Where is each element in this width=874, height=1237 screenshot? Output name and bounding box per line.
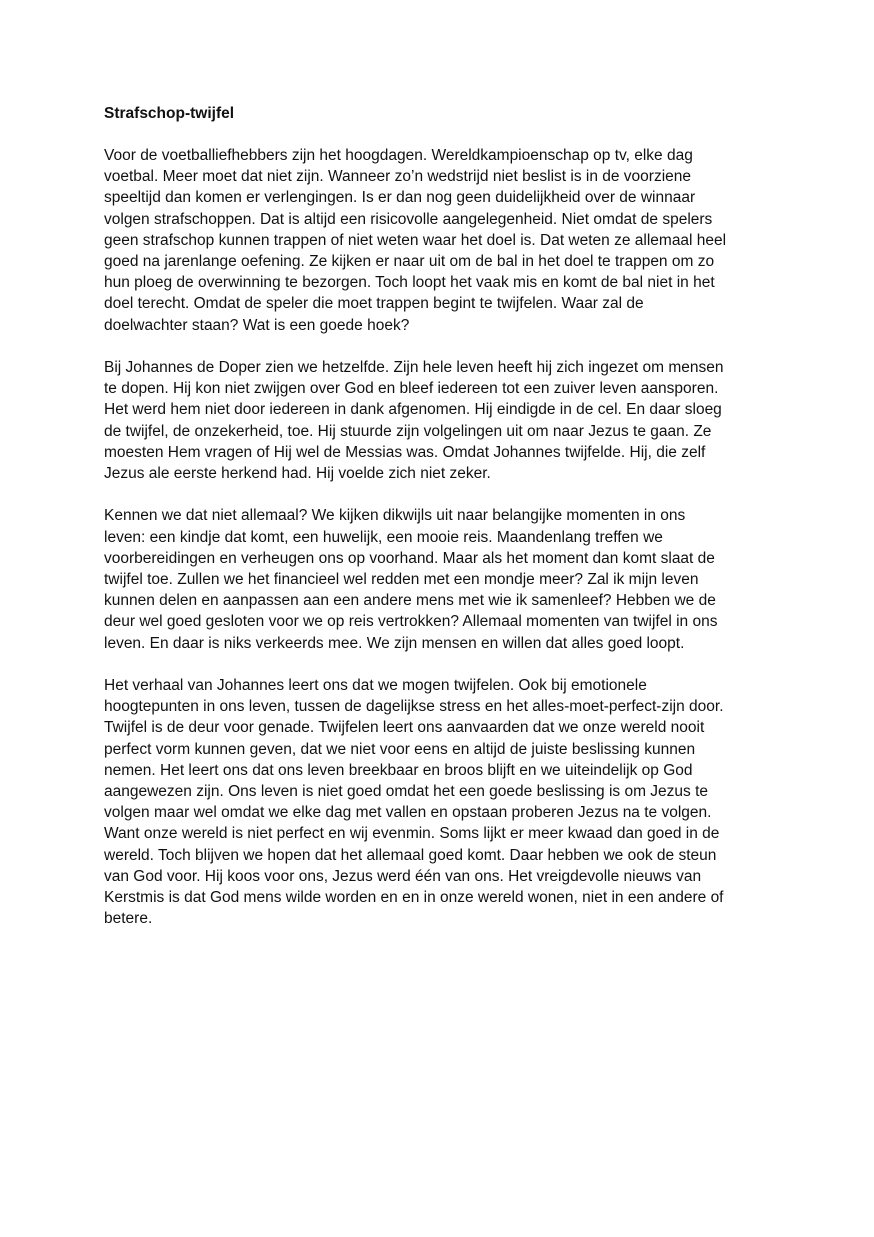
document-title: Strafschop-twijfel bbox=[104, 105, 235, 122]
paragraph-line: hun ploeg de overwinning te bezorgen. Toch loopt het vaak mis en komt de bal niet in het bbox=[104, 274, 715, 292]
paragraph-line: Kennen we dat niet allemaal? We kijken dikwijls uit naar belangijke momenten in ons bbox=[104, 507, 686, 525]
paragraph-1 bbox=[104, 145, 784, 336]
paragraph-3 bbox=[104, 505, 784, 653]
paragraph-line: de twijfel, de onzekerheid, toe. Hij stuurde zijn volgelingen uit om naar Jezus te gaan. Ze bbox=[104, 422, 712, 440]
paragraph-line: twijfel toe. Zullen we het financieel wel redden met een mondje meer? Zal ik mijn leven bbox=[104, 571, 699, 589]
paragraph-2 bbox=[104, 357, 784, 484]
paragraph-line: te dopen. Hij kon niet zwijgen over God en bleef iedereen tot een zuiver leven aansporen. bbox=[104, 380, 719, 398]
paragraph-line: Want onze wereld is niet perfect en wij evenmin. Soms lijkt er meer kwaad dan goed in de bbox=[104, 825, 720, 843]
paragraph-4 bbox=[104, 675, 784, 929]
paragraph-line: voorbereidingen en verheugen ons op voorhand. Maar als het moment dan komt slaat de bbox=[104, 549, 715, 567]
paragraph-line: speeltijd dan komen er verlengingen. Is er dan nog geen duidelijkheid over de winnaar bbox=[104, 189, 696, 207]
paragraph-line: Jezus ale eerste herkend had. Hij voelde zich niet zeker. bbox=[104, 465, 491, 483]
paragraph-line: perfect vorm kunnen geven, dat we niet voor eens en altijd de juiste beslissing kunnen bbox=[104, 740, 696, 758]
paragraph-line: Het verhaal van Johannes leert ons dat we mogen twijfelen. Ook bij emotionele bbox=[104, 677, 647, 695]
paragraph-line: Twijfel is de deur voor genade. Twijfelen leert ons aanvaarden dat we onze wereld nooit bbox=[104, 719, 705, 737]
document-page bbox=[104, 103, 784, 951]
paragraph-line: geen strafschop kunnen trappen of niet weten waar het doel is. Dat weten ze allemaal heel bbox=[104, 231, 727, 249]
paragraph-line: wereld. Toch blijven we hopen dat het allemaal goed komt. Daar hebben we ook de steun bbox=[104, 846, 717, 864]
paragraph-line: Het werd hem niet door iedereen in dank afgenomen. Hij eindigde in de cel. En daar sloeg bbox=[104, 401, 722, 419]
paragraph-line: doelwachter staan? Wat is een goede hoek? bbox=[104, 316, 410, 334]
paragraph-line: Kerstmis is dat God mens wilde worden en en in onze wereld wonen, niet in een andere of bbox=[104, 889, 724, 907]
paragraph-line: aangewezen zijn. Ons leven is niet goed omdat het een goede beslissing is om Jezus te bbox=[104, 783, 709, 801]
paragraph-line: goed na jarenlange oefening. Ze kijken er naar uit om de bal in het doel te trappen om zo bbox=[104, 253, 715, 271]
paragraph-line: betere. bbox=[104, 910, 153, 928]
paragraph-line: volgen strafschoppen. Dat is altijd een risicovolle aangelegenheid. Niet omdat de spelers bbox=[104, 210, 713, 228]
paragraph-line: kunnen delen en aanpassen aan een andere mens met wie ik samenleef? Hebben we de bbox=[104, 592, 716, 610]
paragraph-line: van God voor. Hij koos voor ons, Jezus werd één van ons. Het vreigdevolle nieuws van bbox=[104, 867, 702, 885]
document-body bbox=[104, 145, 784, 929]
paragraph-line: Bij Johannes de Doper zien we hetzelfde. Zijn hele leven heeft hij zich ingezet om mensen bbox=[104, 359, 724, 377]
paragraph-line: leven: een kindje dat komt, een huwelijk, een mooie reis. Maandenlang treffen we bbox=[104, 528, 663, 546]
paragraph-line: doel terecht. Omdat de speler die moet trappen begint te twijfelen. Waar zal de bbox=[104, 295, 644, 313]
paragraph-line: hoogtepunten in ons leven, tussen de dagelijkse stress en het alles-moet-perfect-zijn door. bbox=[104, 698, 724, 716]
paragraph-line: deur wel goed gesloten voor we op reis vertrokken? Allemaal momenten van twijfel in ons bbox=[104, 613, 718, 631]
paragraph-line: volgen maar wel omdat we elke dag met vallen en opstaan proberen Jezus na te volgen. bbox=[104, 804, 712, 822]
paragraph-line: leven. En daar is niks verkeerds mee. We zijn mensen en willen dat alles goed loopt. bbox=[104, 634, 685, 652]
paragraph-line: moesten Hem vragen of Hij wel de Messias was. Omdat Johannes twijfelde. Hij, die zelf bbox=[104, 443, 706, 461]
paragraph-line: voetbal. Meer moet dat niet zijn. Wanneer zo’n wedstrijd niet beslist is in de voorziene bbox=[104, 168, 691, 186]
paragraph-line: Voor de voetballiefhebbers zijn het hoogdagen. Wereldkampioenschap op tv, elke dag bbox=[104, 147, 693, 164]
paragraph-line: nemen. Het leert ons dat ons leven breekbaar en broos blijft en we uiteindelijk op God bbox=[104, 761, 693, 779]
